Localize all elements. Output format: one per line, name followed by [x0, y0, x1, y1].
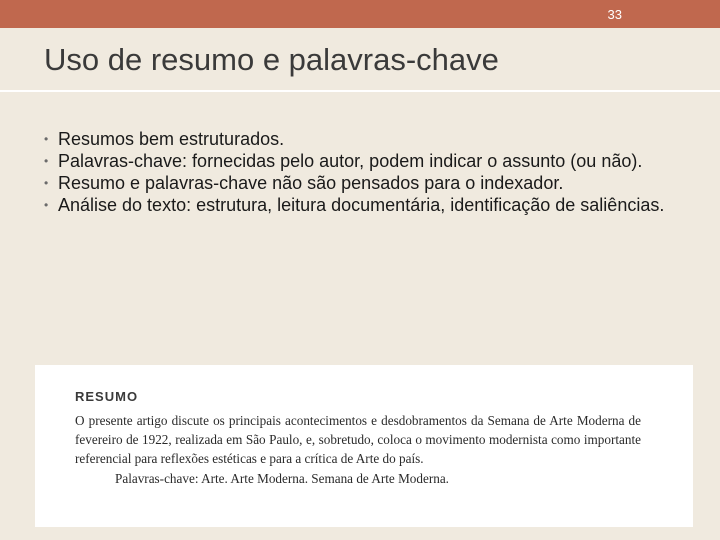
keywords-label: Palavras-chave: [115, 471, 199, 486]
abstract-figure [35, 365, 693, 527]
bullet-text: Análise do texto: estrutura, leitura documentária, identificação de saliências. [58, 195, 665, 215]
bullet-icon: • [44, 176, 49, 190]
keywords-value: Arte. Arte Moderna. Semana de Arte Moderna. [201, 471, 449, 486]
abstract-text: O presente artigo discute os principais acontecimentos e desdobramentos da Semana de Arte Moderna de fevereiro de 1922, realizada em São Paulo, e, sobretudo, coloca o movimento modernista como importante referencial para reflexões estéticas e para a crítica de Arte do país. [75, 413, 641, 466]
bullet-item [44, 128, 684, 150]
bullet-list [44, 128, 684, 216]
bullet-item [44, 194, 684, 216]
bullet-text: Resumo e palavras-chave não são pensados para o indexador. [58, 173, 564, 193]
bullet-item [44, 172, 684, 194]
slide-title: Uso de resumo e palavras-chave [44, 42, 499, 77]
bullet-icon: • [44, 198, 49, 212]
bullet-icon: • [44, 132, 49, 146]
bullet-icon: • [44, 154, 49, 168]
keywords-line [115, 471, 449, 487]
abstract-heading: RESUMO [75, 389, 139, 404]
slide-number: 33 [607, 7, 622, 22]
bullet-text: Palavras-chave: fornecidas pelo autor, podem indicar o assunto (ou não). [58, 151, 643, 171]
bullet-text: Resumos bem estruturados. [58, 129, 285, 149]
bullet-item [44, 150, 684, 172]
title-divider [0, 90, 720, 92]
